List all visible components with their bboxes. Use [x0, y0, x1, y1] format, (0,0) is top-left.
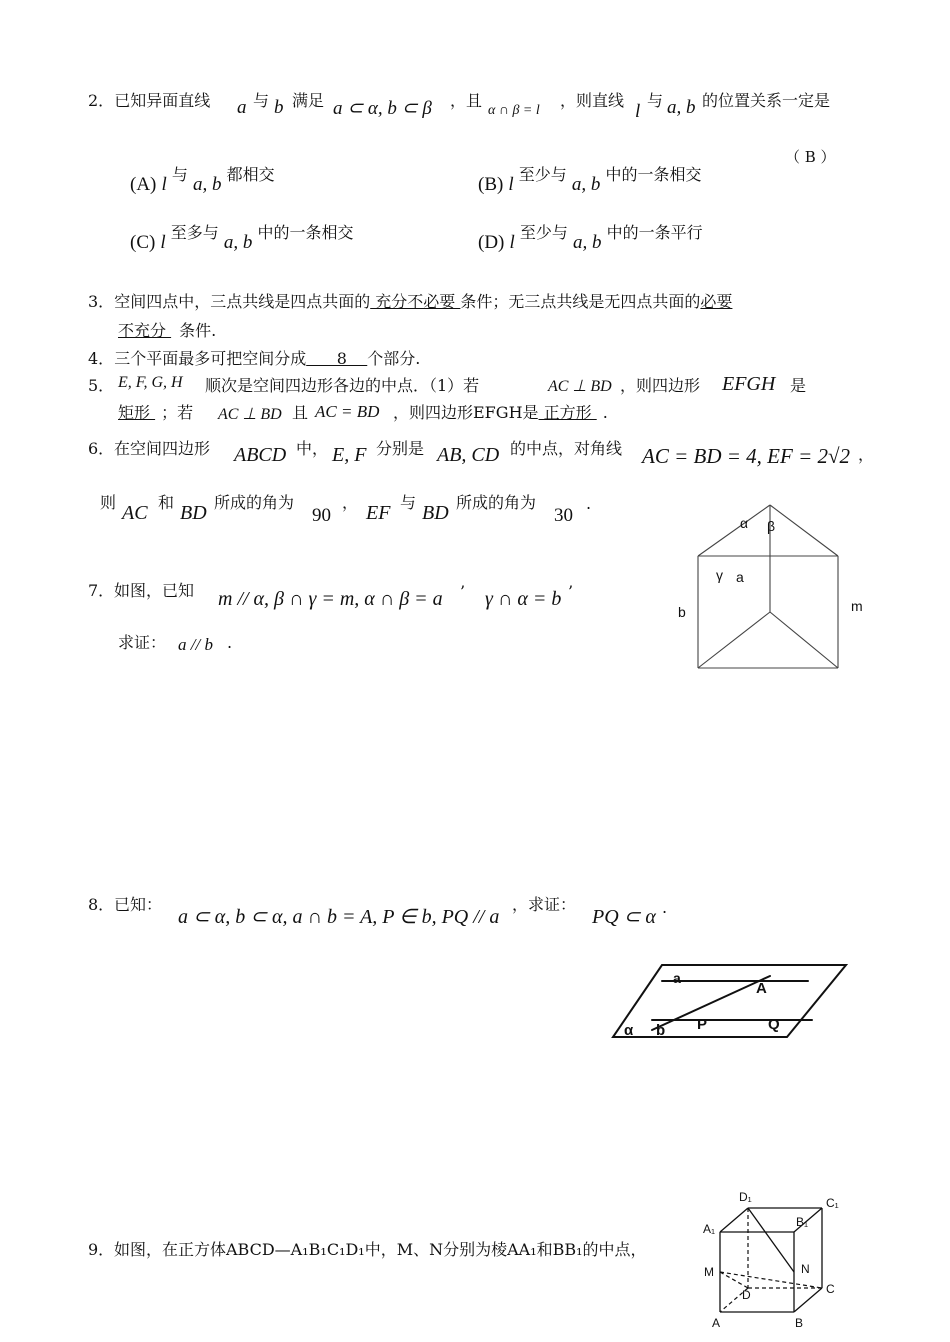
q6-text5: 所成的角为 — [214, 493, 295, 512]
q3-text2: 条件；无三点共线是无四点共面的 — [460, 292, 701, 311]
q3-line1 — [88, 289, 732, 312]
fig8-label-Q: Q — [768, 1016, 780, 1033]
q3-answer2a: 必要 — [700, 292, 733, 311]
q7-comma: ’ — [460, 582, 466, 601]
q5-answer1: 矩形 — [118, 403, 156, 422]
option-var-ab: a, b — [192, 174, 222, 195]
q2-number: 2． — [88, 91, 115, 110]
q9-number: 9． — [88, 1240, 115, 1259]
fig9-label-D1: D₁ — [739, 1190, 752, 1204]
fig8-label-b: b — [656, 1022, 666, 1039]
q2-stem — [88, 88, 210, 111]
q6-abcd2: AB, CD — [437, 444, 500, 466]
q2-option-a — [130, 165, 275, 196]
fig8-label-P: P — [697, 1016, 708, 1033]
option-var-l: l — [161, 174, 167, 195]
q6-ze: 则 — [100, 493, 117, 512]
q3-text3: 条件. — [179, 321, 217, 340]
fig8-label-alpha: α — [624, 1022, 634, 1039]
q2-yu2: 与 — [647, 91, 664, 110]
q2-var-b: b — [274, 97, 284, 118]
q5-text5: ，则四边形EFGH是 — [393, 403, 539, 422]
fig9-label-M: M — [704, 1265, 714, 1279]
q6-comma: ， — [858, 445, 875, 464]
q7-prove: 求证： — [118, 633, 167, 652]
option-label: (C) — [130, 232, 156, 253]
q8-goal: PQ ⊂ α — [592, 906, 656, 928]
q8-text2: ，求证： — [512, 895, 577, 914]
option-connector: 至少与 — [518, 165, 567, 184]
fig7-label-m: m — [851, 598, 863, 614]
fig8-label-a: a — [673, 970, 681, 986]
q5-cond1: AC ⊥ BD — [548, 378, 612, 395]
q3-text1: 空间四点中，三点共线是四点共面的 — [114, 292, 371, 311]
q3-answer2b: 不充分 — [118, 321, 172, 340]
option-text: 中的一条相交 — [605, 165, 702, 184]
q5-cond2: AC ⊥ BD — [218, 406, 282, 423]
q7-condition2: γ ∩ α = b — [485, 588, 562, 610]
q2-yu: 与 — [253, 91, 270, 110]
q4-line — [88, 346, 420, 369]
q9-text1: 如图，在正方体ABCD—A₁B₁C₁D₁中，M、N分别为棱AA₁和BB₁的中点， — [114, 1240, 647, 1259]
q2-option-c — [130, 223, 354, 254]
q2-condition: a ⊂ α, b ⊂ β — [333, 98, 432, 119]
q5-answer2: 正方形 — [538, 403, 597, 422]
fig7-label-a: a — [736, 569, 744, 585]
q4-text1: 三个平面最多可把空间分成 — [114, 349, 307, 368]
option-label: (B) — [478, 174, 504, 195]
q7-goal: a // b — [178, 635, 213, 654]
q6-ef: E, F — [332, 444, 367, 466]
q5-qie: 且 — [292, 403, 309, 422]
option-var-l: l — [160, 232, 166, 253]
q2-var-a: a — [237, 97, 247, 118]
q8-end: . — [662, 898, 668, 917]
option-var-ab: a, b — [223, 232, 253, 253]
option-connector: 至少与 — [519, 223, 568, 242]
q2-option-b — [478, 165, 702, 196]
q2-text4: 的位置关系一定是 — [702, 91, 831, 110]
q6-he: 和 — [158, 493, 175, 512]
q2-option-d — [478, 223, 703, 254]
q7-comma2: ’ — [568, 582, 574, 601]
q7-end: . — [227, 633, 233, 652]
fig9-label-A1: A₁ — [703, 1222, 716, 1236]
q8-text1: 已知： — [114, 895, 163, 914]
q5-text1: 顺次是空间四边形各边的中点．（1）若 — [205, 376, 480, 395]
q6-ef2: EF — [366, 502, 391, 524]
option-text: 中的一条平行 — [606, 223, 703, 242]
fig9-label-B: B — [795, 1316, 804, 1330]
fig7-label-b: b — [678, 604, 686, 620]
q5-points: E, F, G, H — [118, 374, 183, 391]
fig7-label-beta: β — [767, 518, 776, 534]
q5-text3: 是 — [790, 376, 807, 395]
q8-condition: a ⊂ α, b ⊂ α, a ∩ b = A, P ∈ b, PQ // a — [178, 906, 500, 928]
option-text: 都相交 — [226, 165, 275, 184]
q5-end: . — [602, 403, 608, 422]
q6-value1: 90 — [312, 505, 331, 526]
q7-text1: 如图，已知 — [114, 581, 195, 600]
fig9-label-N: N — [801, 1262, 810, 1276]
option-connector: 至多与 — [170, 223, 219, 242]
q6-end: . — [586, 494, 592, 513]
q6-text2: 中， — [296, 439, 329, 458]
q3-number: 3． — [88, 292, 115, 311]
q5-efgh: EFGH — [722, 373, 776, 395]
q3-answer1: 充分不必要 — [370, 292, 461, 311]
q6-bd: BD — [180, 502, 207, 524]
option-var-l: l — [508, 174, 514, 195]
option-connector: 与 — [171, 165, 188, 184]
q6-abcd: ABCD — [234, 444, 287, 466]
q2-var-l: l — [635, 101, 641, 122]
q7-number: 7． — [88, 581, 115, 600]
q2-text: 已知异面直线 — [114, 91, 211, 110]
q6-text3: 分别是 — [376, 439, 425, 458]
q6-bd2: BD — [422, 502, 449, 524]
q7-condition: m // α, β ∩ γ = m, α ∩ β = a — [218, 588, 443, 610]
q4-answer: 8 — [306, 349, 368, 368]
fig9-label-C: C — [826, 1282, 835, 1296]
q2-text2: 满足 — [292, 91, 325, 110]
q6-value2: 30 — [554, 505, 573, 526]
fig7-label-alpha: α — [740, 515, 749, 531]
q5-text4: ；若 — [161, 403, 194, 422]
option-label: (A) — [130, 174, 157, 195]
q5-line2b — [393, 400, 608, 423]
q6-text1: 在空间四边形 — [114, 439, 211, 458]
option-var-ab: a, b — [572, 232, 602, 253]
q6-equation: AC = BD = 4, EF = 2√2 — [642, 444, 851, 468]
q2-answer: （ B ） — [785, 148, 836, 166]
q2-qie: ，且 — [450, 91, 483, 110]
q2-text3: ，则直线 — [560, 91, 625, 110]
q4-text2: 个部分. — [367, 349, 421, 368]
option-label: (D) — [478, 232, 505, 253]
option-var-ab: a, b — [571, 174, 601, 195]
q5-line2 — [118, 400, 193, 423]
option-var-l: l — [509, 232, 515, 253]
option-text: 中的一条相交 — [257, 223, 354, 242]
q6-yu: 与 — [400, 493, 417, 512]
q6-sep: ， — [342, 493, 359, 512]
q2-var-ab: a, b — [667, 97, 696, 118]
q8-number: 8． — [88, 895, 115, 914]
fig9-label-B1: B₁ — [796, 1215, 809, 1229]
q6-number: 6． — [88, 439, 115, 458]
fig9-label-D: D — [742, 1288, 751, 1302]
q6-text6: 所成的角为 — [456, 493, 537, 512]
q5-number: 5． — [88, 376, 115, 395]
q2-intersection: α ∩ β = l — [488, 103, 540, 118]
q5-cond3: AC = BD — [315, 402, 380, 421]
q5-text2: ，则四边形 — [620, 376, 701, 395]
fig8-label-A: A — [756, 980, 767, 997]
fig9-label-A: A — [712, 1316, 721, 1330]
fig9-label-C1: C₁ — [826, 1196, 839, 1210]
q6-ac: AC — [122, 502, 148, 524]
fig7-label-gamma: γ — [716, 567, 723, 583]
q4-number: 4． — [88, 349, 115, 368]
q3-line2 — [118, 318, 216, 341]
q6-text4: 的中点，对角线 — [510, 439, 623, 458]
